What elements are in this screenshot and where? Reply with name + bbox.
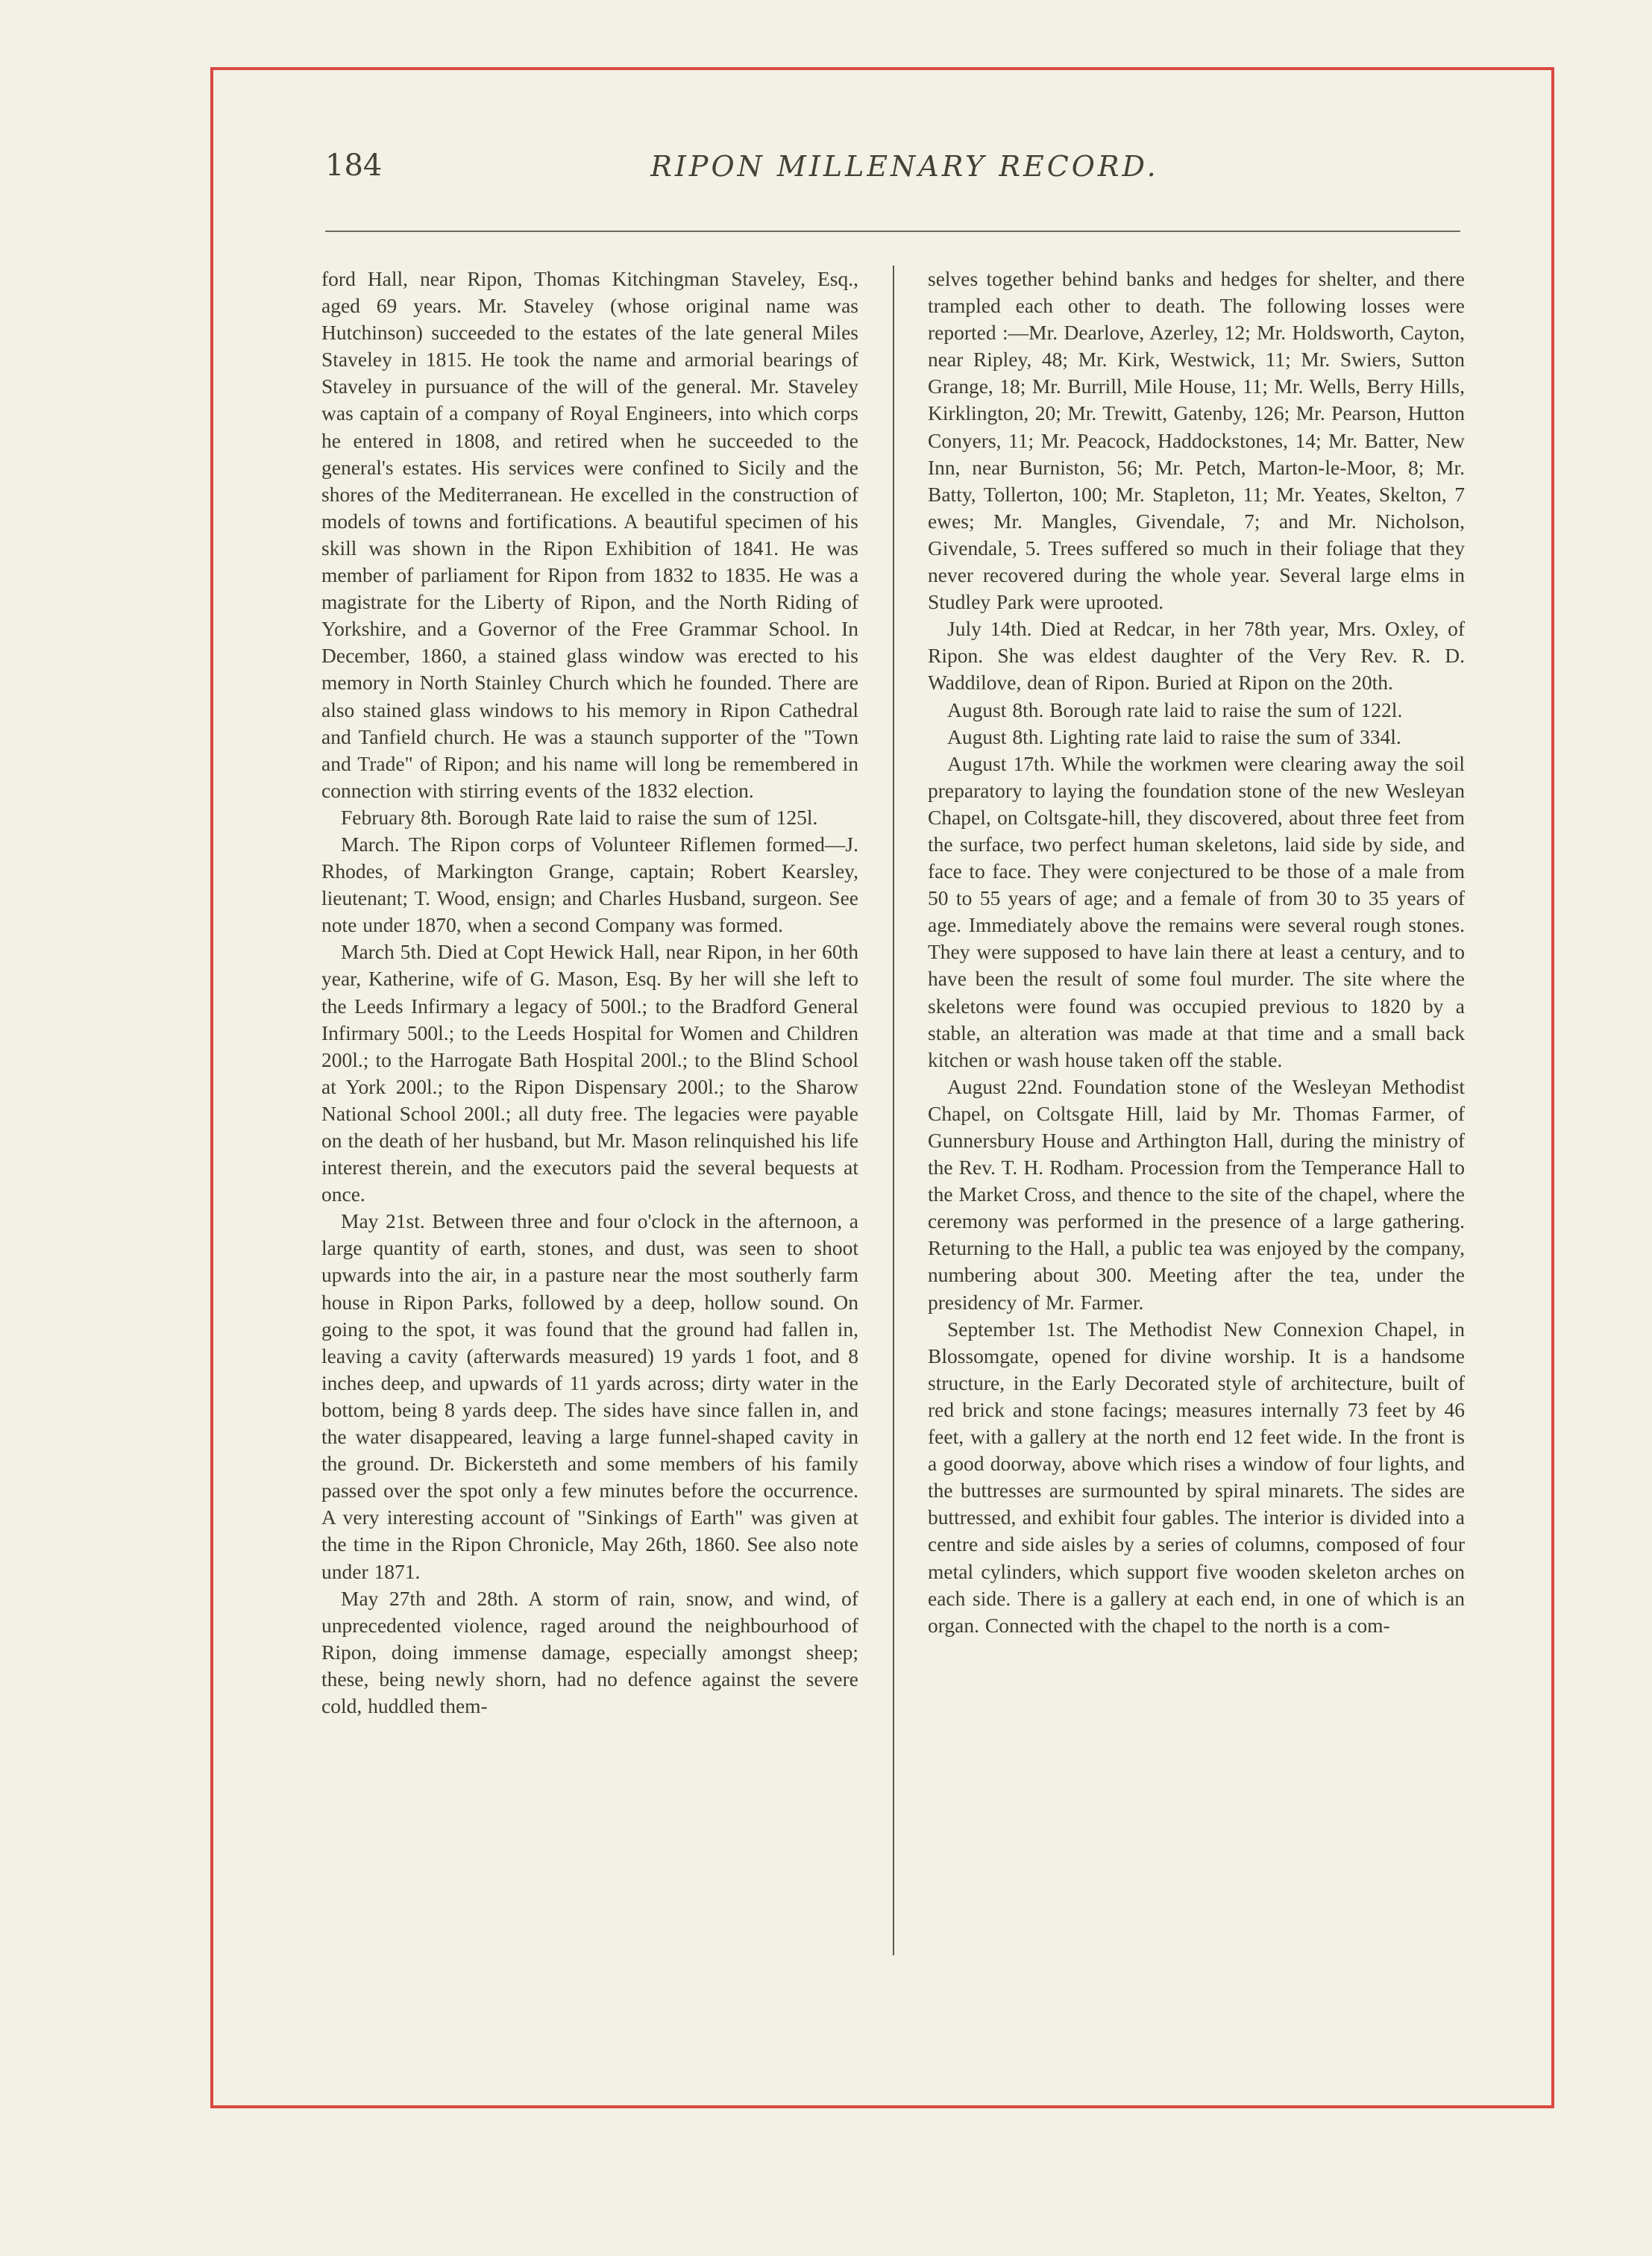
paragraph: February 8th. Borough Rate laid to raise the sum of 125l. xyxy=(341,805,818,829)
paragraph: August 22nd. Foundation stone of the Wesleyan Methodist Chapel, on Coltsgate Hill, laid by Mr. Thomas Farmer, of Gunnersbury House and Arthington Hall, during the ministry of the Rev. T. H. Rodham. Procession from the Temperance Hall to the Market Cross, and thence to the site of the chapel, where the ceremony was performed in the presence of a large gathering. Returning to the Hall, a public tea was enjoyed by the company, numbering about 300. Meeting after the tea, under the presidency of Mr. Farmer. xyxy=(928,1074,1465,1314)
paragraph: May 21st. Between three and four o'clock in the afternoon, a large quantity of earth, stones, and dust, was seen to shoot upwards into the air, in a pasture near the most southerly farm house in Ripon Parks, followed by a deep, hollow sound. On going to the spot, it was found that the ground had fallen in, leaving a cavity (afterwards measured) 19 yards 1 foot, and 8 inches deep, and upwards of 11 yards across; dirty water in the bottom, being 8 yards deep. The sides have since fallen in, and the water disappeared, leaving a large funnel-shaped cavity in the ground. Dr. Bickersteth and some members of his family passed over the spot only a few minutes before the occurrence. A very interesting account of "Sinkings of Earth" was given at the time in the Ripon Chronicle, May 26th, 1860. See also note under 1871. xyxy=(321,1209,858,1583)
page-number: 184 xyxy=(325,148,383,183)
page-frame xyxy=(210,67,1554,2108)
paragraph: July 14th. Died at Redcar, in her 78th year, Mrs. Oxley, of Ripon. She was eldest daughter of the Very Rev. R. D. Waddilove, dean of Ripon. Buried at Ripon on the 20th. xyxy=(928,617,1465,695)
paragraph: March. The Ripon corps of Volunteer Riflemen formed—J. Rhodes, of Markington Grange, captain; Robert Kearsley, lieutenant; T. Wood, ensign; and Charles Husband, surgeon. See note under 1870, when a second Company was formed. xyxy=(321,832,858,937)
header-rule xyxy=(325,231,1460,232)
paragraph: August 8th. Borough rate laid to raise the sum of 122l. xyxy=(947,698,1403,721)
paragraph: ford Hall, near Ripon, Thomas Kitchingman Staveley, Esq., aged 69 years. Mr. Staveley (whose original name was Hutchinson) succeeded to the estates of the late general Miles Staveley in 1815. He took the name and armorial bearings of Staveley in pursuance of the will of the general. Mr. Staveley was captain of a company of Royal Engineers, into which corps he entered in 1808, and retired when he succeeded to the general's estates. His services were confined to Sicily and the shores of the Mediterranean. He excelled in the construction of models of towns and fortifications. A beautiful specimen of his skill was shown in the Ripon Exhibition of 1841. He was member of parliament for Ripon from 1832 to 1835. He was a magistrate for the Liberty of Ripon, and the North Riding of Yorkshire, and a Governor of the Free Grammar School. In December, 1860, a stained glass window was erected to his memory in North Stainley Church which he founded. There are also stained glass windows to his memory in Ripon Cathedral and Tanfield church. He was a staunch supporter of the "Town and Trade" of Ripon; and his name will long be remembered in connection with stirring events of the 1832 election. xyxy=(321,267,858,802)
paragraph: September 1st. The Methodist New Connexion Chapel, in Blossomgate, opened for divine worship. It is a handsome structure, in the Early Decorated style of architecture, built of red brick and stone facings; measures internally 73 feet by 46 feet, with a gallery at the north end 12 feet wide. In the front is a good doorway, above which rises a window of four lights, and the buttresses are surmounted by spiral minarets. The sides are buttressed, and exhibit four gables. The interior is divided into a centre and side aisles by a series of columns, composed of four metal cylinders, which support five wooden skeleton arches on each side. There is a gallery at each end, in one of which is an organ. Connected with the chapel to the north is a com- xyxy=(928,1317,1465,1637)
page-title: RIPON MILLENARY RECORD. xyxy=(650,150,1159,183)
paragraph: selves together behind banks and hedges for shelter, and there trampled each other to death. The following losses were reported :—Mr. Dearlove, Azerley, 12; Mr. Holdsworth, Cayton, near Ripley, 48; Mr. Kirk, Westwick, 11; Mr. Swiers, Sutton Grange, 18; Mr. Burrill, Mile House, 11; Mr. Wells, Berry Hills, Kirklington, 20; Mr. Trewitt, Gatenby, 126; Mr. Pearson, Hutton Conyers, 11; Mr. Peacock, Haddockstones, 14; Mr. Batter, New Inn, near Burniston, 56; Mr. Petch, Marton-le-Moor, 8; Mr. Batty, Tollerton, 100; Mr. Stapleton, 11; Mr. Yeates, Skelton, 7 ewes; Mr. Mangles, Givendale, 7; and Mr. Nicholson, Givendale, 5. Trees suffered so much in their foliage that they never recovered during the whole year. Several large elms in Studley Park were uprooted. xyxy=(928,267,1465,614)
paragraph: May 27th and 28th. A storm of rain, snow, and wind, of unprecedented violence, raged around the neighbourhood of Ripon, doing immense damage, especially amongst sheep; these, being newly shorn, had no defence against the severe cold, huddled them- xyxy=(321,1586,858,1717)
right-column xyxy=(928,266,1465,1639)
column-divider xyxy=(893,266,894,1955)
left-column xyxy=(321,266,858,1720)
paragraph: August 17th. While the workmen were clearing away the soil preparatory to laying the foundation stone of the new Wesleyan Chapel, on Coltsgate-hill, they discovered, about three feet from the surface, two perfect human skeletons, laid side by side, and face to face. They were conjectured to be those of a male from 50 to 55 years of age; and a female of from 30 to 35 years of age. Immediately above the remains were several rough stones. They were supposed to have lain there at least a century, and to have been the result of some foul murder. The site where the skeletons were found was occupied previous to 1820 by a stable, an alteration was made at that time and a small back kitchen or wash house taken off the stable. xyxy=(928,751,1465,1071)
paragraph: March 5th. Died at Copt Hewick Hall, near Ripon, in her 60th year, Katherine, wife of G. Mason, Esq. By her will she left to the Leeds Infirmary a legacy of 500l.; to the Bradford General Infirmary 500l.; to the Leeds Hospital for Women and Children 200l.; to the Harrogate Bath Hospital 200l.; to the Blind School at York 200l.; to the Ripon Dispensary 200l.; to the Sharow National School 200l.; all duty free. The legacies were payable on the death of her husband, but Mr. Mason relinquished his life interest therein, and the executors paid the several bequests at once. xyxy=(321,940,858,1206)
paragraph: August 8th. Lighting rate laid to raise the sum of 334l. xyxy=(947,724,1401,748)
